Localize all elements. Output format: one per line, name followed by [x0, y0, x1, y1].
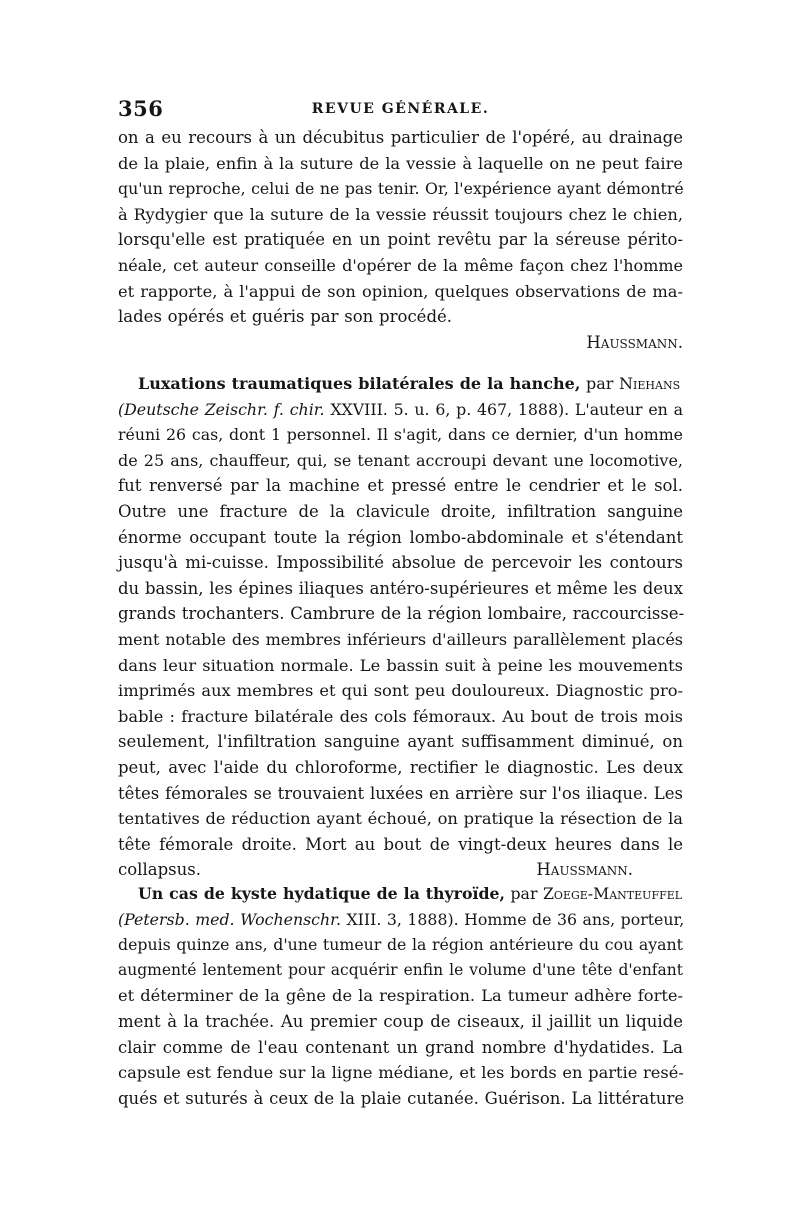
- text-line: de 25 ans, chauffeur, qui, se tenant accroupi devant une locomotive,: [118, 450, 683, 470]
- article-heading: Luxations traumatiques bilatérales de la hanche, par Niehans: [138, 374, 681, 393]
- running-head: REVUE GÉNÉRALE.: [311, 101, 490, 117]
- article-author: Niehans: [619, 374, 681, 393]
- article-author: Zoege-Manteuffel: [542, 884, 683, 903]
- text-line: depuis quinze ans, d'une tumeur de la région antérieure du cou ayant: [118, 935, 683, 955]
- text-line: imprimés aux membres et qui sont peu douloureux. Diagnostic pro-: [118, 681, 683, 701]
- text-line: tête fémorale droite. Mort au bout de vingt-deux heures dans le: [118, 834, 683, 854]
- section-a: [118, 125, 683, 355]
- text-line: du bassin, les épines iliaques antéro-supérieures et même les deux: [118, 578, 683, 598]
- text-line: collapsus. Haussmann.: [118, 857, 683, 883]
- text-line: ment notable des membres inférieurs d'ailleurs parallèlement placés: [118, 629, 683, 649]
- journal-reference: (Petersb. med. Wochenschr.: [118, 909, 341, 929]
- text-line: jusqu'à mi-cuisse. Impossibilité absolue de percevoir les contours: [118, 553, 683, 573]
- section-b: [118, 371, 683, 883]
- text-line: augmenté lentement pour acquérir enfin le volume d'une tête d'enfant: [118, 960, 683, 979]
- text-line: qués et suturés à ceux de la plaie cutanée. Guérison. La littérature: [118, 1088, 685, 1108]
- text-line: Outre une fracture de la clavicule droite, infiltration sanguine: [118, 501, 683, 521]
- text-line: (Petersb. med. Wochenschr. XIII. 3, 1888). Homme de 36 ans, porteur,: [118, 909, 685, 929]
- text-line: capsule est fendue sur la ligne médiane, et les bords en partie resé-: [118, 1063, 684, 1083]
- text-line: énorme occupant toute la région lombo-abdominale et s'étendant: [118, 527, 683, 547]
- text-line: seulement, l'infiltration sanguine ayant suffisamment diminué, on: [118, 732, 683, 752]
- article-heading: Un cas de kyste hydatique de la thyroïde, par Zoege-Manteuffel: [138, 884, 683, 903]
- text-line: qu'un reproche, celui de ne pas tenir. Or, l'expérience ayant démontré: [118, 179, 684, 199]
- text-line: tentatives de réduction ayant échoué, on pratique la résection de la: [118, 809, 683, 829]
- section-c: [118, 881, 683, 1111]
- text-line: lades opérés et guéris par son procédé.: [118, 307, 453, 327]
- article-title: Un cas de kyste hydatique de la thyroïde,: [138, 884, 505, 903]
- text-line: dans leur situation normale. Le bassin suit à peine les mouvements: [118, 655, 683, 675]
- text-line: néale, cet auteur conseille d'opérer de la même façon chez l'homme: [118, 255, 683, 275]
- text-line: bable : fracture bilatérale des cols fémoraux. Au bout de trois mois: [118, 706, 683, 726]
- page-number: 356: [118, 96, 164, 121]
- author-signature: Haussmann.: [536, 860, 633, 880]
- text-line: on a eu recours à un décubitus particulier de l'opéré, au drainage: [118, 128, 683, 147]
- text-line: à Rydygier que la suture de la vessie réussit toujours chez le chien,: [118, 204, 683, 224]
- article-title: Luxations traumatiques bilatérales de la hanche,: [138, 374, 581, 393]
- text-line: grands trochanters. Cambrure de la région lombaire, raccourcisse-: [118, 604, 685, 624]
- page-header: [118, 96, 683, 124]
- text-line: fut renversé par la machine et pressé entre le cendrier et le sol.: [118, 476, 683, 496]
- text-line: réuni 26 cas, dont 1 personnel. Il s'agit, dans ce dernier, d'un homme: [118, 425, 683, 445]
- text-line: (Deutsche Zeischr. f. chir. XXVIII. 5. u. 6, p. 467, 1888). L'auteur en a: [118, 399, 683, 419]
- author-signature: Haussmann.: [586, 332, 683, 352]
- text-line: clair comme de l'eau contenant un grand nombre d'hydatides. La: [118, 1037, 683, 1057]
- text-line: de la plaie, enfin à la suture de la vessie à laquelle on ne peut faire: [118, 153, 683, 173]
- journal-reference: (Deutsche Zeischr. f. chir.: [118, 399, 325, 419]
- text-line: peut, avec l'aide du chloroforme, rectifier le diagnostic. Les deux: [118, 757, 683, 777]
- text-line: lorsqu'elle est pratiquée en un point revêtu par la séreuse périto-: [118, 230, 683, 250]
- text-line: et déterminer de la gêne de la respiration. La tumeur adhère forte-: [118, 986, 683, 1006]
- text-line: et rapporte, à l'appui de son opinion, quelques observations de ma-: [118, 281, 683, 301]
- text-line: têtes fémorales se trouvaient luxées en arrière sur l'os iliaque. Les: [118, 783, 683, 803]
- text-line: ment à la trachée. Au premier coup de ciseaux, il jaillit un liquide: [118, 1011, 683, 1031]
